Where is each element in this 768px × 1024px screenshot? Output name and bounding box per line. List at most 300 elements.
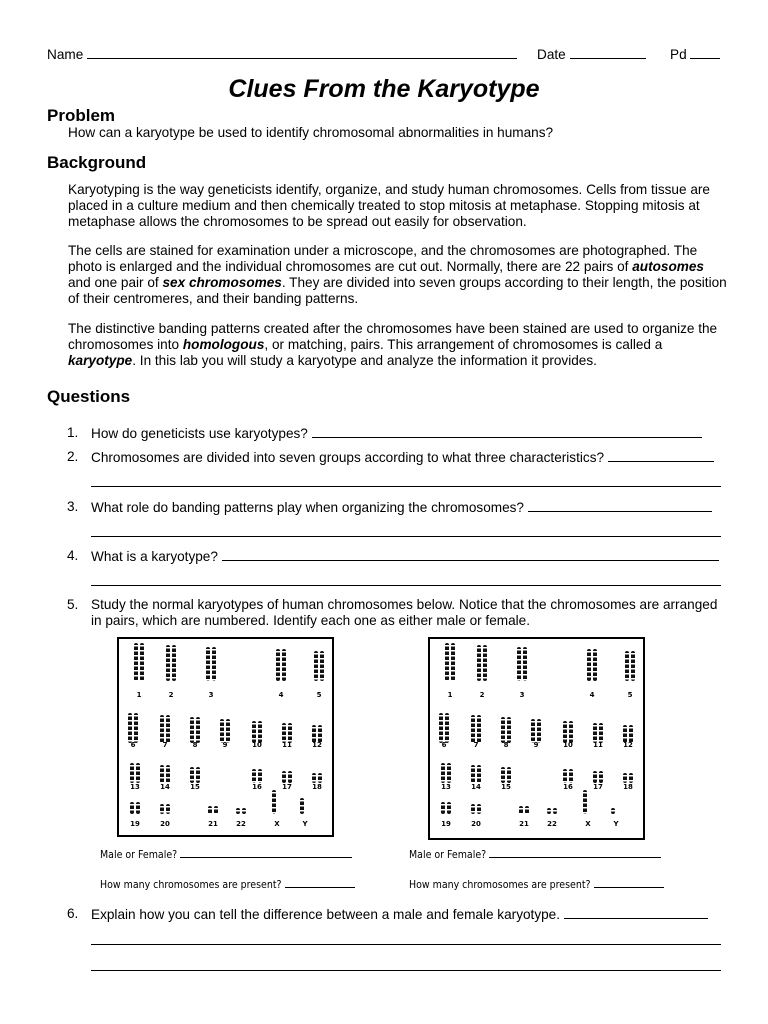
answer-blank[interactable] — [564, 906, 708, 919]
chromosome-band — [252, 728, 256, 730]
name-field[interactable] — [47, 46, 517, 63]
chromosome-pair — [160, 804, 170, 814]
chromosome-band — [282, 778, 286, 780]
chromosome-band — [525, 813, 529, 815]
chromosome-label: 14 — [471, 783, 481, 791]
chromosome-band — [252, 776, 256, 778]
chromosome-band — [569, 738, 573, 740]
answer-blank[interactable] — [528, 499, 712, 512]
question-5: Study the normal karyotypes of human chromosomes below. Notice that the chromosomes are arranged in pairs, which are numbered. Identify each one as either male or female. — [91, 597, 718, 628]
chromosome-band — [447, 814, 451, 816]
chromosome-band — [623, 732, 627, 734]
chromosome-band — [136, 809, 140, 811]
answer-blank[interactable] — [608, 449, 714, 462]
chromosome-band — [501, 729, 505, 731]
chromosome-band — [623, 727, 627, 729]
chromosome-band — [441, 770, 445, 772]
chromosome-band — [212, 669, 216, 671]
chromosome-band — [320, 658, 324, 660]
chromosome-band — [242, 815, 246, 817]
question-6: Explain how you can tell the difference between a male and female karyotype. — [91, 906, 708, 923]
chromosome-band — [190, 769, 194, 771]
chromosome-pair — [441, 802, 451, 816]
chromosome-band — [206, 679, 210, 681]
chromosome-band — [587, 666, 591, 668]
chromosome-band — [140, 665, 144, 667]
chromosome-band — [300, 815, 304, 817]
chromosome-band — [226, 736, 230, 738]
chromosome-band — [593, 773, 597, 775]
chromosome-band — [136, 780, 140, 782]
chromosome-band — [507, 729, 511, 731]
chromosome-band — [212, 649, 216, 651]
chromosome-band — [282, 725, 286, 727]
chromosome-band — [136, 804, 140, 806]
chromosome-band — [531, 721, 535, 723]
chromosome-band — [136, 775, 140, 777]
chromosome-band — [134, 675, 138, 677]
chromosome-band — [507, 734, 511, 736]
chromosome-band — [629, 775, 633, 777]
chromosome — [208, 806, 212, 814]
answer-blank[interactable] — [594, 878, 664, 888]
chromosome-band — [320, 678, 324, 680]
chromosome-band — [128, 725, 132, 727]
chromosome-band — [537, 721, 541, 723]
chromosome-band — [140, 650, 144, 652]
chromosome-label: 7 — [473, 741, 479, 749]
chromosome-band — [314, 663, 318, 665]
chromosome-band — [483, 667, 487, 669]
chromosome-band — [471, 727, 475, 729]
chromosome-band — [206, 659, 210, 661]
answer-blank[interactable] — [222, 548, 719, 561]
chromosome-band — [282, 735, 286, 737]
chromosome-label: 22 — [547, 820, 557, 828]
chromosome-pair — [272, 790, 276, 814]
chromosome-band — [445, 650, 449, 652]
chromosome-band — [134, 670, 138, 672]
chromosome-band — [226, 726, 230, 728]
term-sex-chromosomes: sex chromosomes — [162, 275, 282, 290]
chromosome-band — [447, 765, 451, 767]
chromosome-pair — [160, 715, 170, 744]
chromosome-band — [593, 735, 597, 737]
chromosome-band — [477, 647, 481, 649]
chromosome-band — [523, 679, 527, 681]
chromosome-pair — [531, 719, 541, 743]
chromosome-pair — [236, 808, 246, 817]
chromosome-band — [166, 717, 170, 719]
chromosome-band — [166, 806, 170, 808]
chromosome-band — [160, 717, 164, 719]
chromosome-band — [134, 680, 138, 682]
chromosome-label: 13 — [441, 783, 451, 791]
chromosome-label: 4 — [278, 691, 284, 699]
answer-blank[interactable] — [312, 425, 702, 438]
chromosome-pair — [276, 649, 286, 683]
chromosome-band — [128, 735, 132, 737]
chromosome-label: 8 — [503, 741, 509, 749]
term-karyotype: karyotype — [68, 353, 133, 368]
chromosome-band — [282, 671, 286, 673]
chromosome-band — [593, 676, 597, 678]
chromosome-band — [629, 727, 633, 729]
chromosome-band — [537, 726, 541, 728]
chromosome-band — [623, 775, 627, 777]
chromosome-band — [451, 655, 455, 657]
chromosome-band — [439, 725, 443, 727]
chromosome-label: 20 — [160, 820, 170, 828]
chromosome-band — [447, 804, 451, 806]
chromosome-band — [212, 654, 216, 656]
chromosome-band — [517, 654, 521, 656]
period-field[interactable] — [670, 46, 720, 63]
chromosome-pair — [220, 719, 230, 743]
chromosome-label: 6 — [130, 741, 136, 749]
page-title: Clues From the Karyotype — [228, 75, 540, 103]
chromosome-band — [599, 730, 603, 732]
chromosome-band — [242, 810, 246, 812]
chromosome-pair — [314, 651, 324, 681]
date-blank[interactable] — [570, 46, 646, 59]
chromosome-band — [140, 675, 144, 677]
chromosome-band — [276, 661, 280, 663]
chromosome-band — [276, 681, 280, 683]
chromosome-band — [252, 733, 256, 735]
chromosome-band — [314, 673, 318, 675]
chromosome — [445, 713, 449, 743]
chromosome — [631, 651, 635, 681]
chromosome-band — [569, 771, 573, 773]
chromosome-band — [160, 732, 164, 734]
chromosome-band — [282, 656, 286, 658]
chromosome-band — [282, 676, 286, 678]
chromosome-band — [312, 780, 316, 782]
chromosome-pair — [128, 713, 138, 743]
chromosome-band — [599, 725, 603, 727]
chromosome-band — [625, 673, 629, 675]
chromosome-band — [611, 810, 615, 812]
chromosome-band — [629, 732, 633, 734]
chromosome-band — [320, 673, 324, 675]
chromosome-band — [441, 814, 445, 816]
chromosome-pair — [587, 649, 597, 683]
chromosome-label: X — [585, 820, 591, 828]
chromosome-band — [212, 679, 216, 681]
chromosome-band — [160, 727, 164, 729]
chromosome-label: 3 — [208, 691, 214, 699]
chromosome-band — [276, 656, 280, 658]
chromosome-label: 19 — [441, 820, 451, 828]
chromosome-band — [451, 665, 455, 667]
chromosome-band — [160, 767, 164, 769]
name-label: Name — [47, 47, 84, 62]
chromosome-band — [439, 735, 443, 737]
chromosome-band — [190, 719, 194, 721]
chromosome-label: 5 — [627, 691, 633, 699]
chromosome-band — [128, 720, 132, 722]
chromosome-band — [212, 674, 216, 676]
chromosome-pair — [471, 715, 481, 744]
question-4: What is a karyotype? — [91, 548, 719, 565]
chromosome-band — [220, 721, 224, 723]
name-blank[interactable] — [87, 46, 517, 59]
chromosome-band — [190, 774, 194, 776]
chromosome-band — [501, 769, 505, 771]
date-field[interactable] — [537, 46, 646, 63]
chromosome-band — [523, 664, 527, 666]
chromosome-label: 9 — [533, 741, 539, 749]
chromosome-band — [631, 673, 635, 675]
problem-text: How can a karyotype be used to identify chromosomal abnormalities in humans? — [68, 125, 554, 140]
chromosome-band — [130, 770, 134, 772]
chromosome-band — [631, 678, 635, 680]
answer-line[interactable] — [91, 486, 721, 487]
chromosome-band — [276, 651, 280, 653]
sex-question-2: Male or Female? — [409, 848, 661, 861]
chromosome-pair — [441, 763, 451, 783]
chromosome-band — [140, 670, 144, 672]
background-paragraph-2: The cells are stained for examination under a microscope, and the chromosomes are photographed. The photo is enlarged and the individual chromosomes are cut out. Normally, there are 22 pairs of autosomes and one pair of sex chromosomes. They are divided into seven groups according to their length, the position of their centromeres, and their banding patterns. — [68, 243, 727, 306]
chromosome-band — [166, 672, 170, 674]
chromosome-band — [445, 655, 449, 657]
chromosome-band — [166, 652, 170, 654]
chromosome-band — [130, 814, 134, 816]
chromosome-label: 19 — [130, 820, 140, 828]
chromosome-band — [587, 661, 591, 663]
chromosome-band — [258, 728, 262, 730]
answer-line[interactable] — [91, 970, 721, 971]
chromosome-band — [172, 667, 176, 669]
chromosome-band — [252, 738, 256, 740]
chromosome-band — [507, 774, 511, 776]
chromosome-band — [501, 719, 505, 721]
chromosome-band — [563, 723, 567, 725]
chromosome-band — [206, 664, 210, 666]
chromosome-band — [318, 727, 322, 729]
chromosome-band — [553, 810, 557, 812]
chromosome-band — [625, 658, 629, 660]
chromosome-band — [531, 736, 535, 738]
chromosome-band — [288, 730, 292, 732]
chromosome-band — [166, 727, 170, 729]
question-number: 4. — [67, 548, 79, 563]
chromosome-band — [166, 667, 170, 669]
chromosome-band — [130, 780, 134, 782]
chromosome-label: 5 — [316, 691, 322, 699]
chromosome-band — [587, 671, 591, 673]
answer-line[interactable] — [91, 536, 721, 537]
chromosome-band — [258, 733, 262, 735]
chromosome-band — [599, 735, 603, 737]
chromosome-label: 12 — [623, 741, 633, 749]
chromosome-band — [447, 775, 451, 777]
chromosome-label: 14 — [160, 783, 170, 791]
chromosome-label: 10 — [563, 741, 573, 749]
chromosome-band — [631, 668, 635, 670]
chromosome-band — [160, 811, 164, 813]
chromosome-band — [220, 736, 224, 738]
period-label: Pd — [670, 47, 687, 62]
chromosome-band — [276, 671, 280, 673]
chromosome-band — [483, 647, 487, 649]
chromosome-band — [172, 677, 176, 679]
term-homologous: homologous — [182, 337, 265, 352]
chromosome-band — [318, 737, 322, 739]
chromosome-label: 12 — [312, 741, 322, 749]
chromosome-band — [593, 651, 597, 653]
chromosome-band — [445, 730, 449, 732]
chromosome-band — [517, 669, 521, 671]
chromosome-band — [130, 775, 134, 777]
chromosome-band — [252, 771, 256, 773]
chromosome-band — [226, 721, 230, 723]
chromosome-band — [569, 733, 573, 735]
chromosome-label: 13 — [130, 783, 140, 791]
chromosome-band — [517, 659, 521, 661]
chromosome-band — [471, 737, 475, 739]
question-3: What role do banding patterns play when organizing the chromosomes? — [91, 499, 712, 516]
chromosome-band — [445, 680, 449, 682]
chromosome-band — [451, 670, 455, 672]
chromosome-band — [587, 651, 591, 653]
chromosome-label: 15 — [501, 783, 511, 791]
chromosome-band — [166, 772, 170, 774]
chromosome-band — [625, 663, 629, 665]
chromosome-band — [507, 769, 511, 771]
chromosome-pair — [130, 802, 140, 816]
chromosome-band — [314, 678, 318, 680]
chromosome-band — [172, 652, 176, 654]
chromosome-band — [501, 774, 505, 776]
chromosome-band — [537, 731, 541, 733]
chromosome-band — [134, 660, 138, 662]
chromosome-band — [134, 720, 138, 722]
chromosome-label: 18 — [312, 783, 322, 791]
chromosome-band — [477, 722, 481, 724]
chromosome-pair — [611, 808, 615, 817]
chromosome-band — [172, 672, 176, 674]
chromosome-band — [320, 663, 324, 665]
chromosome-band — [136, 770, 140, 772]
chromosome-band — [583, 802, 587, 804]
chromosome-label: Y — [613, 820, 619, 828]
chromosome-band — [166, 732, 170, 734]
chromosome-band — [477, 652, 481, 654]
chromosome-band — [312, 727, 316, 729]
chromosome-band — [312, 775, 316, 777]
chromosome-pair — [206, 647, 216, 681]
chromosome-band — [471, 772, 475, 774]
chromosome-pair — [252, 769, 262, 783]
chromosome-pair — [471, 765, 481, 784]
chromosome-band — [272, 792, 276, 794]
chromosome-band — [140, 645, 144, 647]
chromosome-band — [583, 812, 587, 814]
chromosome-band — [166, 737, 170, 739]
chromosome-band — [134, 730, 138, 732]
chromosome-band — [477, 727, 481, 729]
questions-heading: Questions — [47, 387, 131, 406]
chromosome-band — [447, 809, 451, 811]
question-number: 3. — [67, 499, 79, 514]
chromosome-band — [483, 657, 487, 659]
karyotype-image-2 — [428, 637, 645, 840]
answer-line[interactable] — [91, 944, 721, 945]
chromosome-pair — [623, 773, 633, 783]
chromosome-band — [517, 674, 521, 676]
answer-blank[interactable] — [285, 878, 355, 888]
chromosome-band — [441, 780, 445, 782]
chromosome-pair — [282, 723, 292, 743]
date-label: Date — [537, 47, 566, 62]
chromosome-band — [441, 804, 445, 806]
chromosome-band — [531, 731, 535, 733]
chromosome-pair — [547, 808, 557, 817]
chromosome-band — [593, 661, 597, 663]
chromosome-pair — [583, 790, 587, 814]
chromosome-band — [517, 649, 521, 651]
chromosome-label: Y — [302, 820, 308, 828]
chromosome-band — [441, 809, 445, 811]
chromosome-band — [206, 654, 210, 656]
chromosome-band — [471, 811, 475, 813]
chromosome-label: 3 — [519, 691, 525, 699]
chromosome-band — [160, 737, 164, 739]
chromosome-band — [587, 676, 591, 678]
chromosome-band — [282, 666, 286, 668]
chromosome-band — [300, 805, 304, 807]
answer-blank[interactable] — [489, 848, 661, 858]
answer-line[interactable] — [91, 585, 721, 586]
period-blank[interactable] — [690, 46, 720, 59]
chromosome-band — [288, 773, 292, 775]
chromosome-band — [445, 725, 449, 727]
chromosome-band — [445, 670, 449, 672]
term-autosomes: autosomes — [632, 259, 704, 274]
chromosome-band — [314, 658, 318, 660]
chromosome-band — [134, 725, 138, 727]
karyotype-image-1 — [117, 637, 334, 837]
chromosome-band — [196, 729, 200, 731]
chromosome-band — [160, 772, 164, 774]
chromosome-band — [445, 660, 449, 662]
chromosome-band — [471, 722, 475, 724]
chromosome-band — [208, 808, 212, 810]
chromosome-band — [160, 722, 164, 724]
chromosome-band — [477, 732, 481, 734]
chromosome-band — [483, 672, 487, 674]
chromosome-band — [445, 720, 449, 722]
sex-question-1: Male or Female? — [100, 848, 352, 861]
chromosome-band — [214, 808, 218, 810]
chromosome-band — [300, 800, 304, 802]
chromosome-band — [258, 776, 262, 778]
chromosome-band — [166, 682, 170, 684]
karyotype-chromosomes — [430, 639, 643, 838]
answer-blank[interactable] — [180, 848, 352, 858]
chromosome — [519, 806, 523, 814]
question-2: Chromosomes are divided into seven groups according to what three characteristics? — [91, 449, 714, 466]
chromosome-band — [519, 808, 523, 810]
chromosome-band — [272, 802, 276, 804]
chromosome-band — [276, 676, 280, 678]
chromosome-band — [477, 677, 481, 679]
chromosome-band — [166, 777, 170, 779]
chromosome-pair — [517, 647, 527, 681]
chromosome-band — [190, 734, 194, 736]
